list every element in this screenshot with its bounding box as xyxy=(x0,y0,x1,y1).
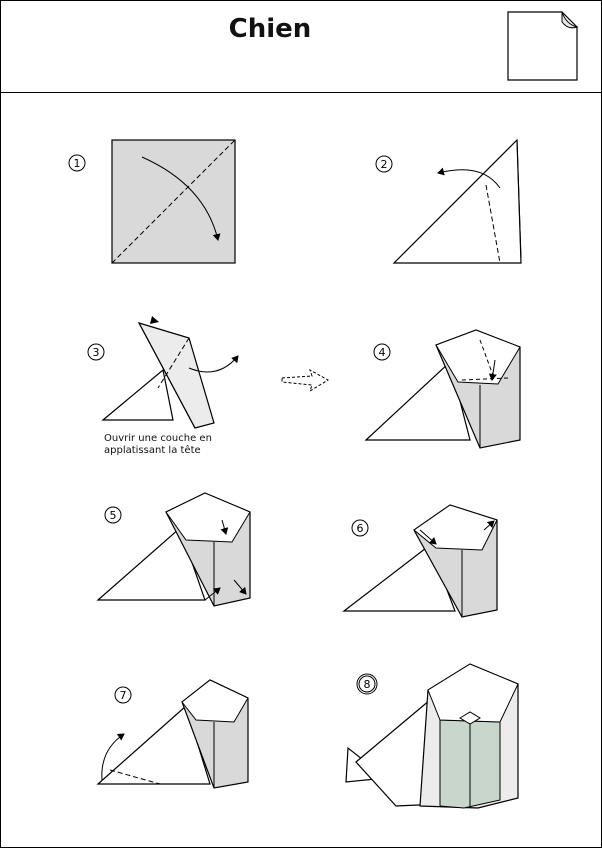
step-number: 4 xyxy=(378,346,386,359)
step-number: 3 xyxy=(92,346,100,359)
step-1 xyxy=(69,140,235,263)
page-title: Chien xyxy=(228,14,312,44)
step-3-instruction xyxy=(104,433,212,457)
step-number: 6 xyxy=(356,522,364,535)
step-6 xyxy=(344,505,497,617)
step-8 xyxy=(346,664,518,808)
instruction-line: applatissant la tête xyxy=(104,445,201,456)
step-7 xyxy=(98,680,248,788)
step-4 xyxy=(366,330,520,448)
step-number: 1 xyxy=(73,157,81,170)
step-number: 8 xyxy=(363,678,371,691)
step-number: 2 xyxy=(380,158,388,171)
folded-corner-paper-icon xyxy=(508,12,577,80)
step-3 xyxy=(88,316,238,428)
hollow-arrow-icon xyxy=(282,370,328,391)
step-number: 7 xyxy=(119,689,127,702)
step-number: 5 xyxy=(109,509,117,522)
step-2 xyxy=(376,140,521,263)
instruction-line: Ouvrir une couche en xyxy=(104,433,212,444)
step-5 xyxy=(98,493,250,606)
